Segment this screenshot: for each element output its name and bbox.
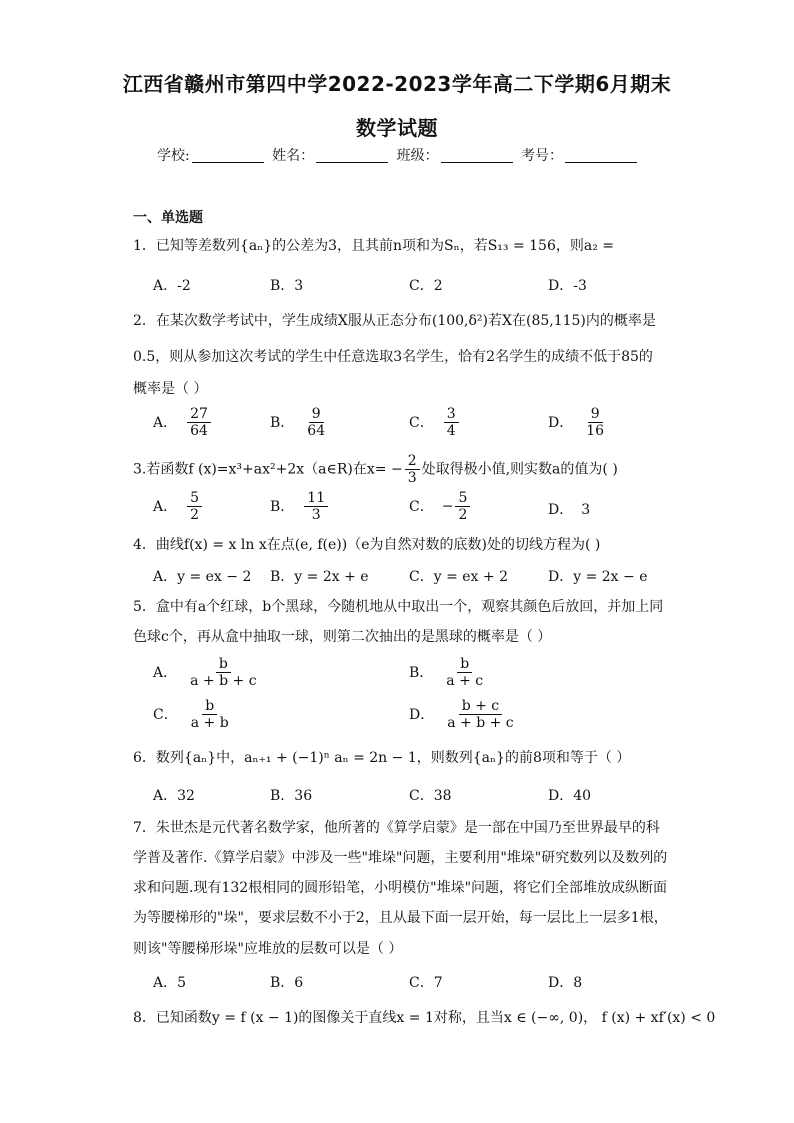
student-info-row bbox=[0, 145, 794, 165]
section-title: 一、单选题 bbox=[133, 210, 203, 226]
q5-option-d[interactable]: D． $\frac{b + c}{a + b + c}$ bbox=[409, 698, 514, 731]
name-label: 姓名： bbox=[272, 148, 315, 164]
question-2-options bbox=[153, 406, 713, 446]
q3-option-a[interactable]: A． $\frac{5}{2}$ bbox=[153, 490, 204, 523]
q5-option-b[interactable]: B． $\frac{b}{a + c}$ bbox=[409, 656, 484, 689]
q4-option-c[interactable]: C．y = ex + 2 bbox=[409, 569, 508, 585]
q6-option-c[interactable]: C．38 bbox=[409, 788, 452, 804]
q7-option-c[interactable]: C．7 bbox=[409, 975, 443, 991]
q3-option-c[interactable]: C． − $\frac{5}{2}$ bbox=[409, 490, 472, 523]
class-field[interactable] bbox=[441, 148, 513, 163]
question-7-options bbox=[153, 972, 713, 1012]
q2-option-a[interactable]: A． $\frac{27}{64}$ bbox=[153, 406, 213, 439]
q7-option-d[interactable]: D．8 bbox=[548, 975, 583, 991]
question-2-line3: 概率是（ ） bbox=[133, 381, 208, 397]
exam-title-line1: 江西省赣州市第四中学2022-2023学年高二下学期6月期末 bbox=[122, 72, 672, 96]
exam-number-label: 考号： bbox=[521, 148, 564, 164]
class-label: 班级： bbox=[396, 148, 439, 164]
question-8-text: 8．已知函数y = f (x − 1)的图像关于直线x = 1对称，且当x ∈ (−∞, 0)， f (x) + xf′(x) < 0 bbox=[133, 1010, 716, 1026]
school-label: 学校: bbox=[156, 148, 190, 164]
exam-number-field[interactable] bbox=[565, 148, 637, 163]
school-field[interactable] bbox=[192, 148, 264, 163]
question-5-line2: 色球c个，再从盒中抽取一球，则第二次抽出的是黑球的概率是（ ） bbox=[133, 629, 552, 645]
q7-option-b[interactable]: B．6 bbox=[270, 975, 304, 991]
q4-option-a[interactable]: A．y = ex − 2 bbox=[153, 569, 252, 585]
q5-option-c[interactable]: C． $\frac{b}{a + b}$ bbox=[153, 698, 229, 731]
q4-option-b[interactable]: B．y = 2x + e bbox=[270, 569, 369, 585]
question-1-text: 1．已知等差数列{aₙ}的公差为3，且其前n项和为Sₙ，若S₁₃ = 156，则a₂ = bbox=[133, 238, 615, 254]
question-7-line3: 求和问题.现有132根相同的圆形铅笔，小明模仿"堆垛"问题，将它们全部堆放成纵断面 bbox=[133, 880, 668, 896]
q7-option-a[interactable]: A．5 bbox=[153, 975, 187, 991]
q3-inline-fraction: $\frac{2}{3}$ bbox=[405, 453, 420, 486]
question-2-line1: 2．在某次数学考试中，学生成绩X服从正态分布(100,δ²)若X在(85,115)内的概率是 bbox=[133, 313, 656, 329]
q4-option-d[interactable]: D．y = 2x − e bbox=[548, 569, 648, 585]
question-3-options bbox=[153, 490, 713, 530]
question-4-text: 4．曲线f(x) = x ln x在点(e, f(e))（e为自然对数的底数)处的切线方程为( ) bbox=[133, 537, 601, 553]
question-2-line2: 0.5，则从参加这次考试的学生中任意选取3名学生，恰有2名学生的成绩不低于85的 bbox=[133, 349, 653, 365]
question-6-text: 6．数列{aₙ}中，aₙ₊₁ + (−1)ⁿ aₙ = 2n − 1，则数列{aₙ}的前8项和等于（ ） bbox=[133, 750, 631, 766]
question-1-options bbox=[153, 275, 713, 315]
question-5-options bbox=[153, 656, 713, 736]
q6-option-a[interactable]: A．32 bbox=[153, 788, 195, 804]
q5-option-a[interactable]: A． $\frac{b}{a + b + c}$ bbox=[153, 656, 257, 689]
q2-option-b[interactable]: B． $\frac{9}{64}$ bbox=[270, 406, 326, 439]
q1-option-d[interactable]: D．-3 bbox=[548, 278, 587, 294]
question-3-text: 3.若函数f (x)=x³+ax²+2x（a∈R)在x= − $\frac{2}{3}$ 处取得极小值,则实数a的值为( ) bbox=[133, 453, 618, 486]
q3-option-b[interactable]: B． $\frac{11}{3}$ bbox=[270, 490, 330, 523]
q1-option-a[interactable]: A．-2 bbox=[153, 278, 191, 294]
question-7-line5: 则该"等腰梯形垛"应堆放的层数可以是（ ） bbox=[133, 941, 403, 957]
exam-title-line2: 数学试题 bbox=[356, 116, 438, 140]
question-7-line1: 7．朱世杰是元代著名数学家，他所著的《算学启蒙》是一部在中国乃至世界最早的科 bbox=[133, 820, 660, 836]
name-field[interactable] bbox=[316, 148, 388, 163]
q2-option-d[interactable]: D． $\frac{9}{16}$ bbox=[548, 406, 605, 439]
q6-option-b[interactable]: B．36 bbox=[270, 788, 313, 804]
q1-option-b[interactable]: B．3 bbox=[270, 278, 304, 294]
q2-option-c[interactable]: C． $\frac{3}{4}$ bbox=[409, 406, 461, 439]
q3-option-d[interactable]: D． 3 bbox=[548, 502, 591, 518]
question-7-line2: 学普及著作.《算学启蒙》中涉及一些"堆垛"问题，主要利用"堆垛"研究数列以及数列的 bbox=[133, 850, 668, 866]
q6-option-d[interactable]: D．40 bbox=[548, 788, 592, 804]
q1-option-c[interactable]: C．2 bbox=[409, 278, 443, 294]
question-5-line1: 5．盒中有a个红球，b个黑球，今随机地从中取出一个，观察其颜色后放回，并加上同 bbox=[133, 599, 664, 615]
question-7-line4: 为等腰梯形的"垛"，要求层数不小于2，且从最下面一层开始，每一层比上一层多1根， bbox=[133, 910, 668, 926]
